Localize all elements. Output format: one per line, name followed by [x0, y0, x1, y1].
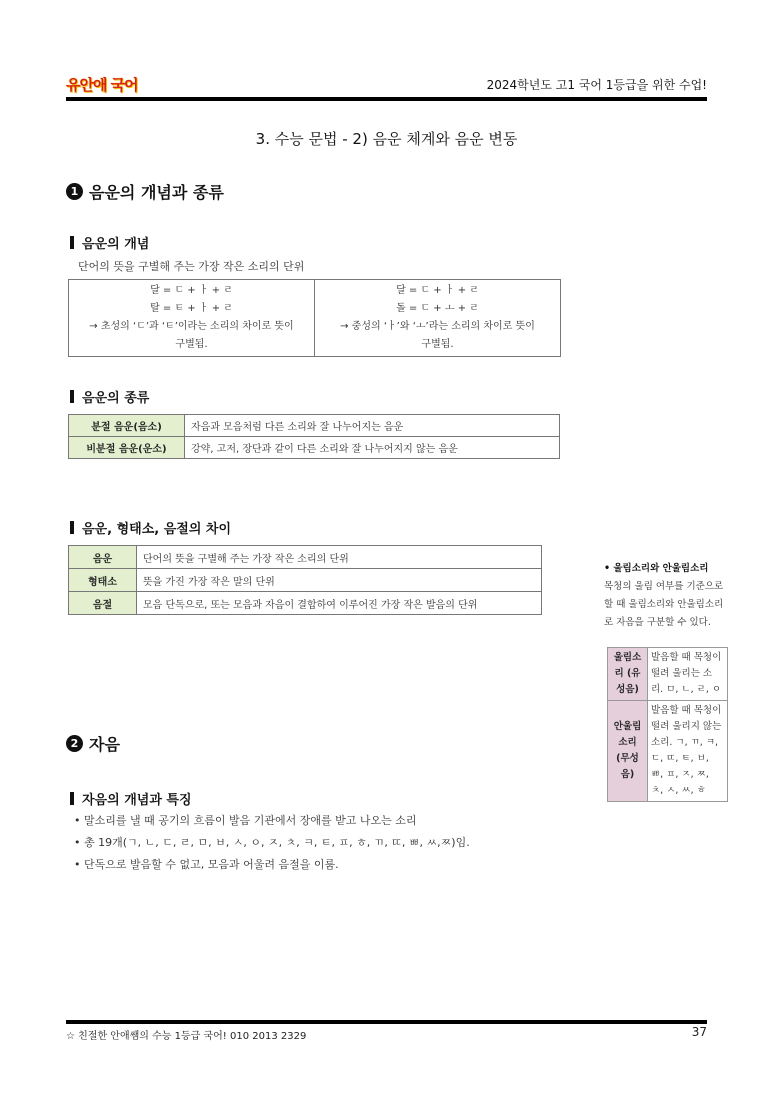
subheading-concept [70, 233, 149, 252]
consonant-bullets [74, 810, 470, 876]
table-row: 음절 모음 단독으로, 또는 모음과 자음이 결합하여 이루어진 가장 작은 발음의 단위 [69, 592, 542, 615]
bar-marker [70, 792, 74, 805]
bar-marker [70, 521, 74, 534]
table-row: 울림소리 (유성음) 발음할 때 목청이 떨려 울리는 소리. ㅁ, ㄴ, ㄹ, ㅇ [608, 648, 728, 701]
subheading-diff [70, 518, 231, 537]
table-row: 분절 음운(음소) 자음과 모음처럼 다른 소리와 잘 나누어지는 음운 [69, 415, 560, 437]
table-row: 안울림소리 (무성음) 발음할 때 목청이 떨려 울리지 않는 소리. ㄱ, ㄲ, ㅋ, ㄷ, ㄸ, ㅌ, ㅂ, ㅃ, ㅍ, ㅈ, ㅉ, ㅊ, ㅅ, ㅆ, ㅎ [608, 701, 728, 802]
sidebar-table [607, 647, 728, 802]
section-heading-1 [66, 180, 224, 203]
example-table [68, 279, 561, 357]
subheading-text: 음운, 형태소, 음절의 차이 [82, 522, 232, 537]
list-item: • 말소리를 낼 때 공기의 흐름이 발음 기관에서 장애를 받고 나오는 소리 [74, 814, 417, 827]
subheading-consonant [70, 789, 192, 808]
table-row: 비분절 음운(운소) 강약, 고저, 장단과 같이 다른 소리와 잘 나누어지지 않는 음운 [69, 437, 560, 459]
concept-definition: 단어의 뜻을 구별해 주는 가장 작은 소리의 단위 [78, 260, 305, 273]
section-title: 음운의 개념과 종류 [89, 183, 224, 202]
bar-marker [70, 390, 74, 403]
diff-table [68, 545, 542, 615]
example-left: 달 = ㄷ + ㅏ + ㄹ 탈 = ㅌ + ㅏ + ㄹ → 초성의 ‘ㄷ’과 ‘ㅌ’이라는 소리의 차이로 뜻이 구별됨. [69, 280, 315, 357]
table-row: 음운 단어의 뜻을 구별해 주는 가장 작은 소리의 단위 [69, 546, 542, 569]
footer-contact: ☆ 친절한 안애쌤의 수능 1등급 국어! 010 2013 2329 [66, 1031, 307, 1042]
sidebar-intro: 목청의 울림 여부를 기준으로 할 때 울림소리와 안울림소리로 자음을 구분할 수 있다. [604, 581, 724, 628]
list-item: • 단독으로 발음할 수 없고, 모음과 어울려 음절을 이룸. [74, 858, 339, 871]
header-divider [66, 97, 707, 101]
bar-marker [70, 236, 74, 249]
brand-logo: 유안애 국어 [66, 76, 138, 94]
kinds-table [68, 414, 560, 459]
footer-divider [66, 1020, 707, 1024]
section-title: 자음 [89, 735, 120, 754]
section-heading-2 [66, 732, 120, 755]
example-right: 달 = ㄷ + ㅏ + ㄹ 돌 = ㄷ + ㅗ + ㄹ → 중성의 ‘ㅏ’와 ‘ㅗ’라는 소리의 차이로 뜻이 구별됨. [315, 280, 561, 357]
sidebar-note [604, 560, 728, 632]
page-title: 3. 수능 문법 - 2) 음운 체계와 음운 변동 [255, 130, 518, 148]
table-row: 형태소 뜻을 가진 가장 작은 말의 단위 [69, 569, 542, 592]
subheading-text: 음운의 개념 [82, 237, 150, 252]
section-number: 2 [66, 735, 83, 752]
list-item: • 총 19개(ㄱ, ㄴ, ㄷ, ㄹ, ㅁ, ㅂ, ㅅ, ㅇ, ㅈ, ㅊ, ㅋ, ㅌ, ㅍ, ㅎ, ㄲ, ㄸ, ㅃ, ㅆ,ㅉ)임. [74, 836, 470, 849]
section-number: 1 [66, 183, 83, 200]
subheading-text: 자음의 개념과 특징 [82, 793, 192, 808]
sidebar-title: • 울림소리와 안울림소리 [604, 563, 709, 574]
page-number: 37 [691, 1025, 707, 1039]
header-subtitle: 2024학년도 고1 국어 1등급을 위한 수업! [486, 78, 707, 92]
subheading-kinds [70, 387, 149, 406]
subheading-text: 음운의 종류 [82, 391, 150, 406]
